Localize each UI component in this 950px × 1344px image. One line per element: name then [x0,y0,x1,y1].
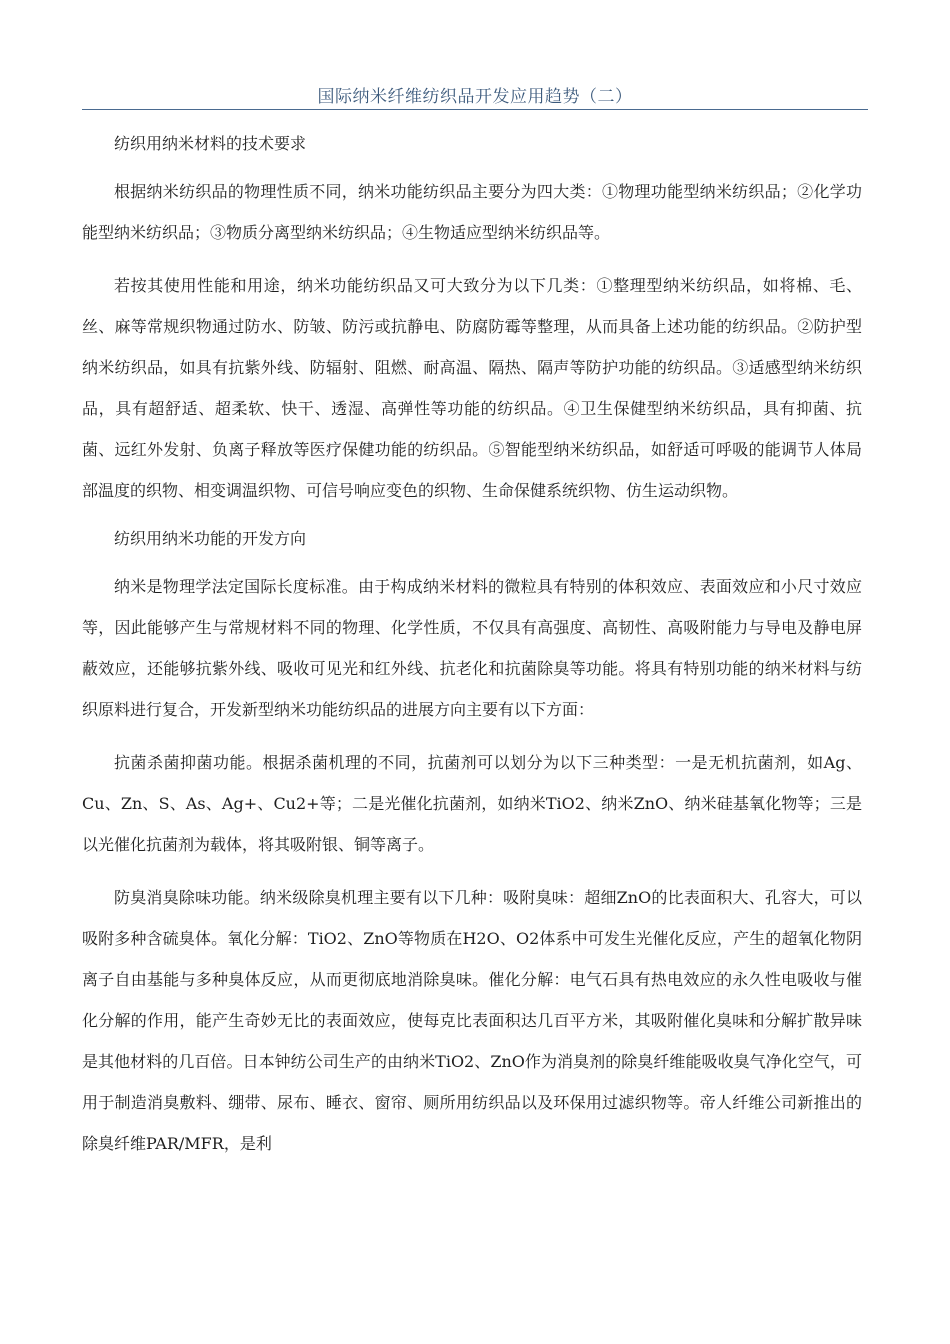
document-body [82,123,862,1164]
paragraph-deodorizing: 防臭消臭除味功能。纳米级除臭机理主要有以下几种：吸附臭味：超细ZnO的比表面积大、孔容大，可以吸附多种含硫臭体。氧化分解：TiO2、ZnO等物质在H2O、O2体系中可发生光催化反应，产生的超氧化物阴离子自由基能与多种臭体反应，从而更彻底地消除臭味。催化分解：电气石具有热电效应的永久性电吸收与催化分解的作用，能产生奇妙无比的表面效应，使每克比表面积达几百平方米，其吸附催化臭味和分解扩散异味是其他材料的几百倍。日本钟纺公司生产的由纳米TiO2、ZnO作为消臭剂的除臭纤维能吸收臭气净化空气，可用于制造消臭敷料、绷带、尿布、睡衣、窗帘、厕所用纺织品以及环保用过滤织物等。帝人纤维公司新推出的除臭纤维PAR/MFR，是利 [82,888,862,1153]
paragraph-physical-classification: 根据纳米纺织品的物理性质不同，纳米功能纺织品主要分为四大类：①物理功能型纳米纺织品；②化学功能型纳米纺织品；③物质分离型纳米纺织品；④生物适应型纳米纺织品等。 [82,182,862,242]
page-header [82,80,868,110]
document-title: 国际纳米纤维纺织品开发应用趋势（二） [317,87,633,107]
section-heading-technical-requirements: 纺织用纳米材料的技术要求 [114,134,307,153]
header-divider [82,109,868,110]
paragraph-antibacterial: 抗菌杀菌抑菌功能。根据杀菌机理的不同，抗菌剂可以划分为以下三种类型：一是无机抗菌剂，如Ag、Cu、Zn、S、As、Ag+、Cu2+等；二是光催化抗菌剂，如纳米TiO2、纳米ZnO、纳米硅基氧化物等；三是以光催化抗菌剂为载体，将其吸附银、铜等离子。 [82,753,862,854]
paragraph-nano-definition: 纳米是物理学法定国际长度标准。由于构成纳米材料的微粒具有特别的体积效应、表面效应和小尺寸效应等，因此能够产生与常规材料不同的物理、化学性质，不仅具有高强度、高韧性、高吸附能力与导电及静电屏蔽效应，还能够抗紫外线、吸收可见光和红外线、抗老化和抗菌除臭等功能。将具有特别功能的纳米材料与纺织原料进行复合，开发新型纳米功能纺织品的进展方向主要有以下方面： [82,577,862,719]
section-heading-development-direction: 纺织用纳米功能的开发方向 [114,529,307,548]
paragraph-usage-classification: 若按其使用性能和用途，纳米功能纺织品又可大致分为以下几类：①整理型纳米纺织品，如将棉、毛、丝、麻等常规织物通过防水、防皱、防污或抗静电、防腐防霉等整理，从而具备上述功能的纺织品。②防护型纳米纺织品，如具有抗紫外线、防辐射、阻燃、耐高温、隔热、隔声等防护功能的纺织品。③适感型纳米纺织品，具有超舒适、超柔软、快干、透湿、高弹性等功能的纺织品。④卫生保健型纳米纺织品，具有抑菌、抗菌、远红外发射、负离子释放等医疗保健功能的纺织品。⑤智能型纳米纺织品，如舒适可呼吸的能调节人体局部温度的织物、相变调温织物、可信号响应变色的织物、生命保健系统织物、仿生运动织物。 [82,276,862,500]
